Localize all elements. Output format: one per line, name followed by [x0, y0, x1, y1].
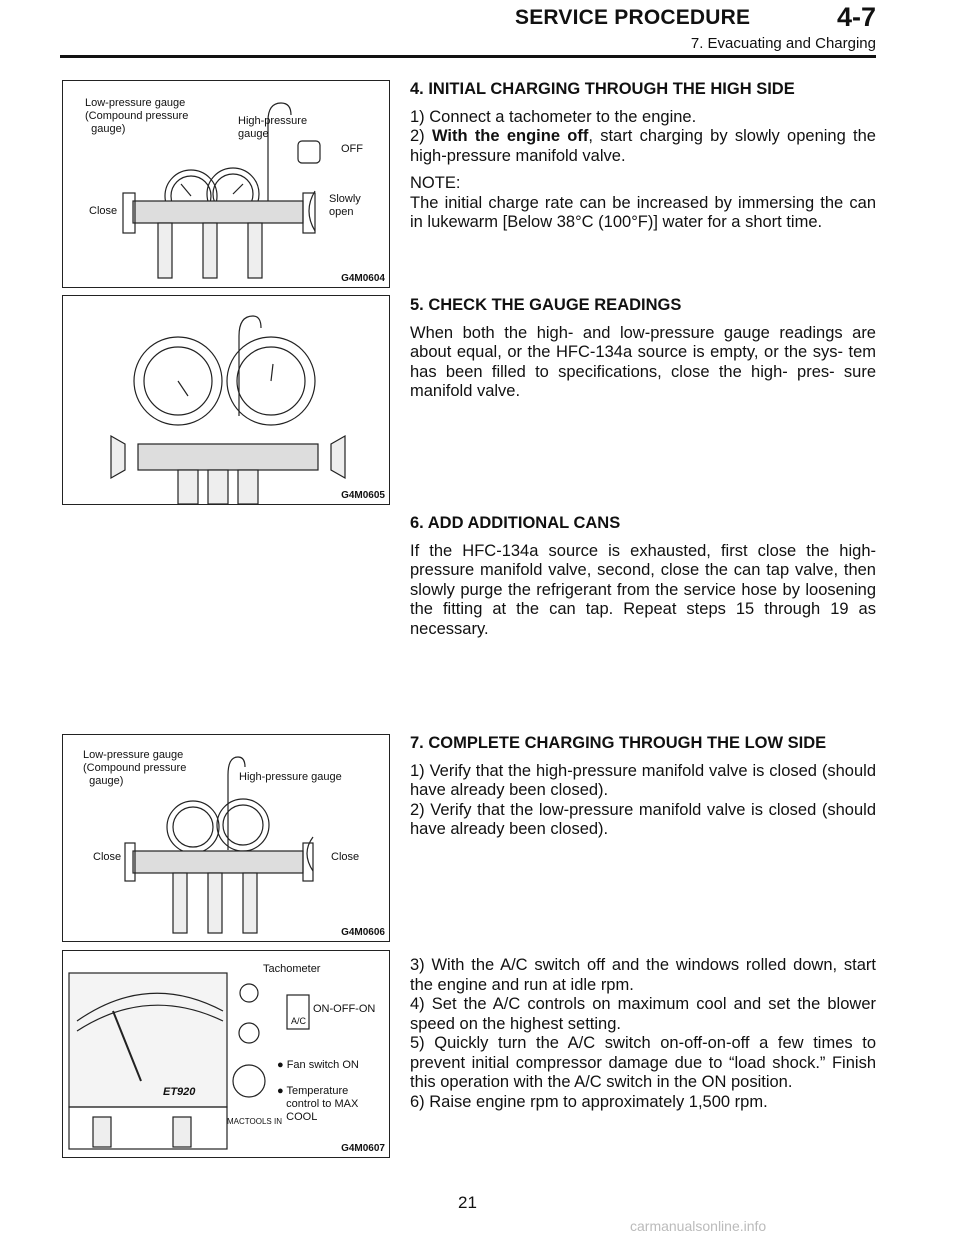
section-6 [410, 514, 876, 639]
label-temperature-control: ● Temperature control to MAX COOL [277, 1085, 359, 1123]
step-number: 2) [410, 127, 432, 145]
figure-code: G4M0605 [341, 490, 385, 501]
label-high-pressure-gauge: High-pressure gauge [239, 771, 342, 783]
label-brand: ET920 [163, 1086, 196, 1098]
section-heading: 6. ADD ADDITIONAL CANS [410, 514, 621, 532]
label-close-right: Close [331, 851, 360, 863]
manifold-gauge-closeup [63, 296, 389, 504]
section-heading: 4. INITIAL CHARGING THROUGH THE HIGH SIDE [410, 80, 795, 98]
watermark: carmanualsonline.info [630, 1218, 767, 1234]
figure-g4m0607 [62, 950, 390, 1158]
section-number: 4-7 [836, 2, 876, 32]
step-text: 6) Raise engine rpm to approximately 1,500 rpm. [410, 1092, 768, 1111]
label-tachometer: Tachometer [263, 963, 321, 975]
section-title: SERVICE PROCEDURE [515, 6, 751, 29]
figure-code: G4M0607 [341, 1143, 385, 1154]
label-low-pressure-gauge: Low-pressure gauge (Compound pressure gauge) [85, 97, 189, 135]
section-7-continued [410, 956, 876, 1112]
step-text: 1) Connect a tachometer to the engine. [410, 107, 697, 126]
section-body: If the HFC-134a source is exhausted, first close the high- pressure manifold valve, second, close the can tap valve, then slowly purge the refrigerant from the service hose by loosening the fitting at the can tap. Repeat steps 15 through 19 as necessary. [410, 541, 876, 638]
section-7 [410, 734, 876, 840]
header-rule [60, 55, 876, 58]
label-high-pressure-gauge: High-pressure gauge [238, 115, 308, 140]
section-body: When both the high- and low-pressure gauge readings are about equal, or the HFC-134a source is empty, or the sys- tem has been filled to specifications, close the high- pres- sure manifold valve. [410, 323, 876, 400]
step-text: 5) Quickly turn the A/C switch on-off-on-off a few times to prevent initial compressor damage due to “load shock.” Finish this operation with the A/C switch in the ON position. [410, 1034, 876, 1091]
label-on-off-on: ON-OFF-ON [313, 1003, 376, 1015]
label-close: Close [89, 205, 118, 217]
emphasis-text: With the engine off [431, 127, 589, 145]
step-text: 3) With the A/C switch off and the windows rolled down, start the engine and run at idle rpm. [410, 956, 876, 994]
step-text [410, 127, 876, 166]
label-ac-switch: A/C [291, 1016, 307, 1026]
figure-g4m0604 [62, 80, 390, 288]
note-text: The initial charge rate can be increased by immersing the can in lukewarm [Below 38°C (100°F)] water for a short time. [410, 193, 876, 231]
section-subtitle: 7. Evacuating and Charging [690, 35, 876, 52]
label-fan-switch: ● Fan switch ON [277, 1059, 359, 1071]
label-off: OFF [341, 143, 363, 155]
page-number: 21 [458, 1193, 477, 1212]
step-text-rest: , start charging by slowly opening the high-pressure manifold valve. [410, 127, 876, 165]
section-heading: 7. COMPLETE CHARGING THROUGH THE LOW SIDE [410, 734, 827, 752]
tachometer-illustration [63, 951, 389, 1157]
step-text: 4) Set the A/C controls on maximum cool and set the blower speed on the highest setting. [410, 995, 876, 1033]
label-low-pressure-gauge: Low-pressure gauge (Compound pressure gauge) [83, 749, 187, 787]
figure-code: G4M0606 [341, 927, 385, 938]
step-text: 1) Verify that the high-pressure manifold valve is closed (should have already been closed). [410, 761, 876, 799]
section-5 [410, 296, 876, 402]
section-4 [410, 80, 876, 233]
label-mactools: MACTOOLS IN [227, 1117, 282, 1126]
label-slowly-open: Slowly open [329, 193, 361, 218]
figure-g4m0606 [62, 734, 390, 942]
note-label: NOTE: [410, 174, 461, 192]
step-text: 2) Verify that the low-pressure manifold valve is closed (should have already been closed). [410, 800, 876, 838]
label-close-left: Close [93, 851, 122, 863]
figure-g4m0605 [62, 295, 390, 505]
figure-code: G4M0604 [341, 273, 385, 284]
section-heading: 5. CHECK THE GAUGE READINGS [410, 296, 682, 314]
